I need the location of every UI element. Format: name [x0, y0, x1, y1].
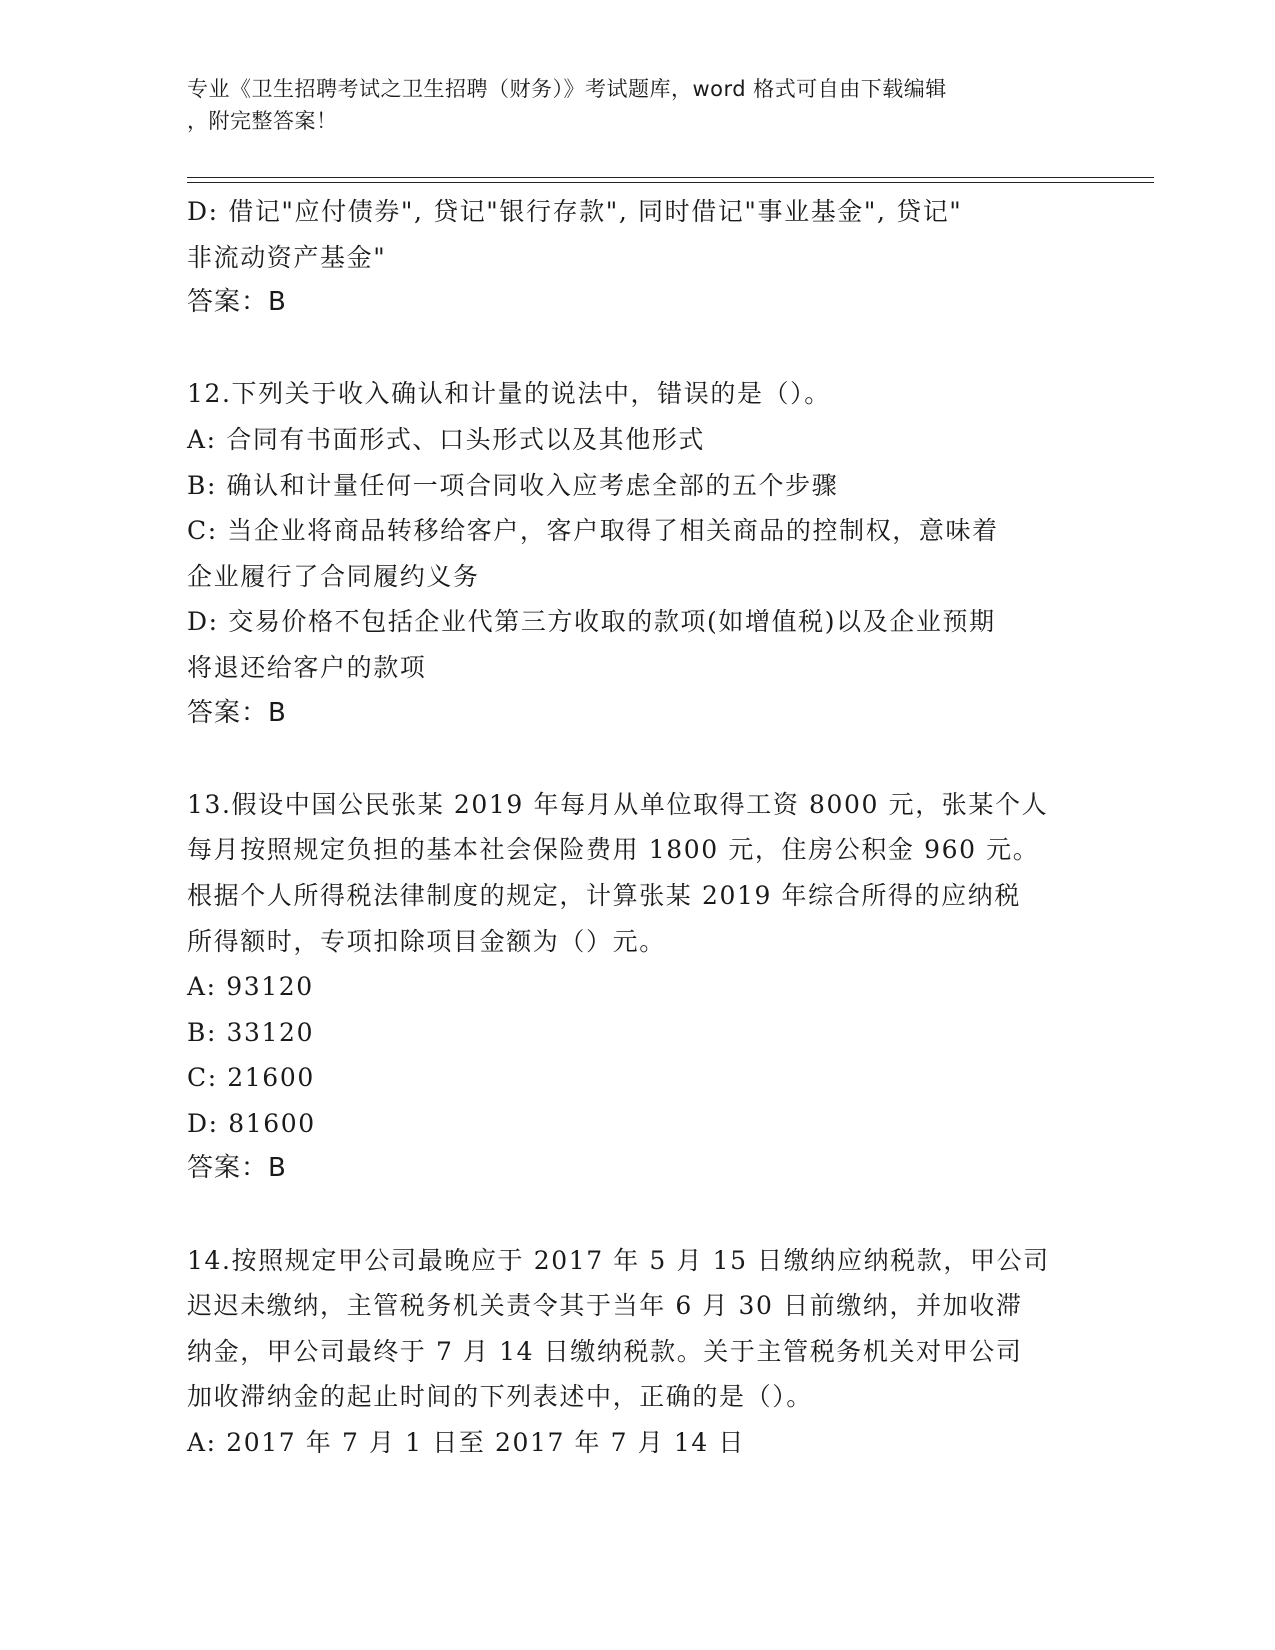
answer: 答案：B — [187, 1153, 287, 1184]
spacer — [187, 736, 1077, 782]
previous-question-tail — [187, 189, 1077, 326]
option-c: C: 21600 — [187, 1063, 315, 1093]
header-line-1: 专业《卫生招聘考试之卫生招聘（财务）》考试题库，word 格式可自由下载编辑 — [187, 77, 947, 101]
question-13 — [187, 782, 1077, 1192]
option-b: B: 33120 — [187, 1017, 315, 1047]
question-stem-line-3: 根据个人所得税法律制度的规定，计算张某 2019 年综合所得的应纳税 — [187, 880, 1021, 910]
question-stem-line-2: 迟迟未缴纳，主管税务机关责令其于当年 6 月 30 日前缴纳，并加收滞 — [187, 1291, 1023, 1321]
answer: 答案：B — [187, 287, 287, 318]
question-12 — [187, 371, 1077, 736]
option-c-line-2: 企业履行了合同履约义务 — [187, 561, 480, 591]
question-stem-line-3: 纳金，甲公司最终于 7 月 14 日缴纳税款。关于主管税务机关对甲公司 — [187, 1336, 1023, 1366]
option-d-line-1: D: 借记"应付债券", 贷记"银行存款", 同时借记"事业基金", 贷记" — [187, 197, 963, 226]
header-divider — [187, 177, 1154, 183]
option-d: D: 81600 — [187, 1108, 316, 1138]
question-stem-line-1: 14.按照规定甲公司最晚应于 2017 年 5 月 15 日缴纳应纳税款，甲公司 — [187, 1245, 1050, 1275]
option-c-line-1: C: 当企业将商品转移给客户，客户取得了相关商品的控制权，意味着 — [187, 516, 999, 546]
option-a: A: 合同有书面形式、口头形式以及其他形式 — [187, 424, 706, 454]
option-d-line-2: 非流动资产基金" — [187, 242, 387, 272]
document-body — [187, 189, 1077, 1466]
answer: 答案：B — [187, 697, 287, 728]
option-a: A: 2017 年 7 月 1 日至 2017 年 7 月 14 日 — [187, 1428, 746, 1458]
document-header — [187, 73, 1087, 137]
spacer — [187, 1192, 1077, 1238]
question-stem-line-2: 每月按照规定负担的基本社会保险费用 1800 元，住房公积金 960 元。 — [187, 835, 1040, 865]
question-stem: 12.下列关于收入确认和计量的说法中，错误的是（）。 — [187, 379, 831, 409]
question-14 — [187, 1238, 1077, 1466]
header-line-2: ，附完整答案！ — [187, 109, 338, 133]
option-d-line-2: 将退还给客户的款项 — [187, 652, 427, 682]
option-b: B: 确认和计量任何一项合同收入应考虑全部的五个步骤 — [187, 470, 839, 500]
question-stem-line-4: 所得额时，专项扣除项目金额为（）元。 — [187, 926, 666, 956]
question-stem-line-1: 13.假设中国公民张某 2019 年每月从单位取得工资 8000 元，张某个人 — [187, 789, 1049, 819]
question-stem-line-4: 加收滞纳金的起止时间的下列表述中，正确的是（）。 — [187, 1382, 813, 1412]
option-d-line-1: D: 交易价格不包括企业代第三方收取的款项(如增值税)以及企业预期 — [187, 607, 996, 637]
option-a: A: 93120 — [187, 972, 314, 1002]
spacer — [187, 326, 1077, 372]
